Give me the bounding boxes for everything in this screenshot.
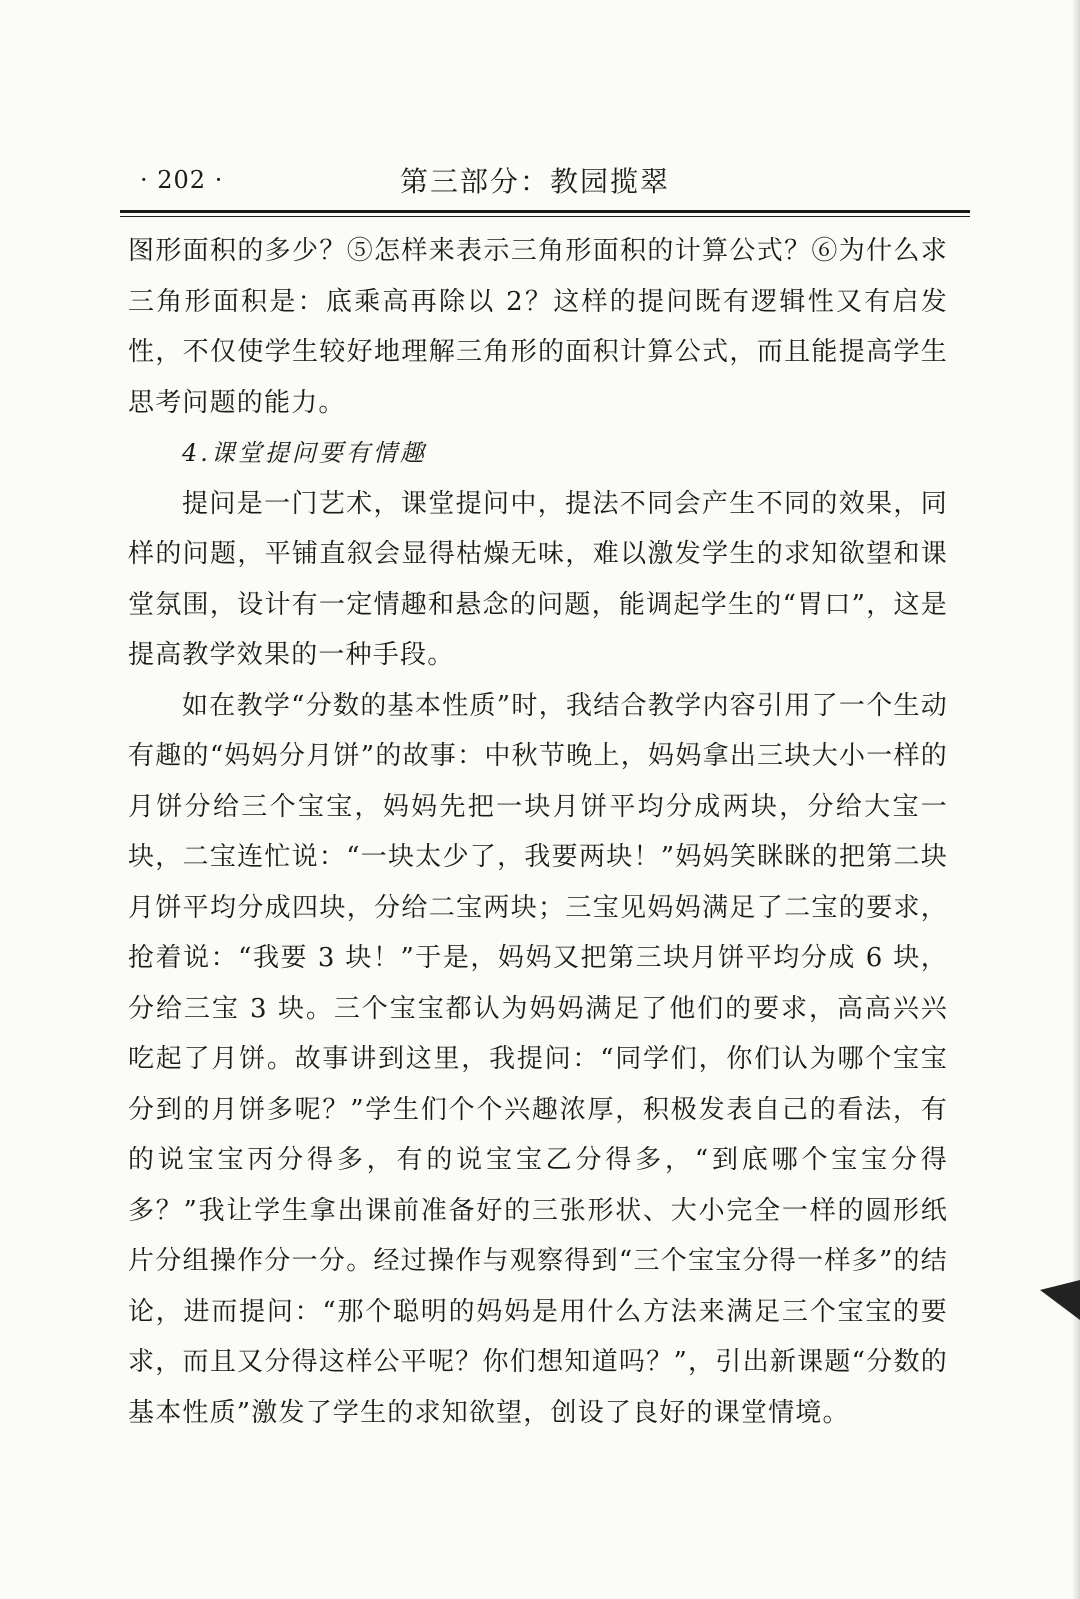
binding-clip-mark xyxy=(1040,1280,1080,1320)
paragraph-3: 如在教学“分数的基本性质”时，我结合教学内容引用了一个生动有趣的“妈妈分月饼”的故事：中秋节晚上，妈妈拿出三块大小一样的月饼分给三个宝宝，妈妈先把一块月饼平均分成两块，分给大宝一块，二宝连忙说：“一块太少了，我要两块！”妈妈笑眯眯的把第二块月饼平均分成四块，分给二宝两块；三宝见妈妈满足了二宝的要求，抢着说：“我要 3 块！”于是，妈妈又把第三块月饼平均分成 6 块，分给三宝 3 块。三个宝宝都认为妈妈满足了他们的要求，高高兴兴吃起了月饼。故事讲到这里，我提问：“同学们，你们认为哪个宝宝分到的月饼多呢？”学生们个个兴趣浓厚，积极发表自己的看法，有的说宝宝丙分得多，有的说宝宝乙分得多，“到底哪个宝宝分得多？”我让学生拿出课前准备好的三张形状、大小完全一样的圆形纸片分组操作分一分。经过操作与观察得到“三个宝宝分得一样多”的结论，进而提问：“那个聪明的妈妈是用什么方法来满足三个宝宝的要求，而且又分得这样公平呢？你们想知道吗？”，引出新课题“分数的基本性质”激发了学生的求知欲望，创设了良好的课堂情境。 xyxy=(128,690,948,1428)
paragraph-1: 图形面积的多少？⑤怎样来表示三角形面积的计算公式？⑥为什么求三角形面积是：底乘高再除以 2？这样的提问既有逻辑性又有启发性，不仅使学生较好地理解三角形的面积计算公式，而且能提高学生思考问题的能力。 xyxy=(128,236,948,418)
running-title: 第三部分：教园揽翠 xyxy=(400,165,671,198)
page-number: · 202 · xyxy=(140,166,224,194)
paragraph-2: 提问是一门艺术，课堂提问中，提法不同会产生不同的效果，同样的问题，平铺直叙会显得枯燥无味，难以激发学生的求知欲望和课堂氛围，设计有一定情趣和悬念的问题，能调起学生的“胃口”，这是提高教学效果的一种手段。 xyxy=(128,488,948,670)
scan-edge-shadow xyxy=(1072,0,1080,1599)
body-text xyxy=(128,226,948,1438)
header-rule-thick xyxy=(120,210,970,213)
section-heading: 4.课堂提问要有情趣 xyxy=(182,439,427,467)
page-header xyxy=(120,160,970,204)
header-rule-thin xyxy=(120,216,970,217)
